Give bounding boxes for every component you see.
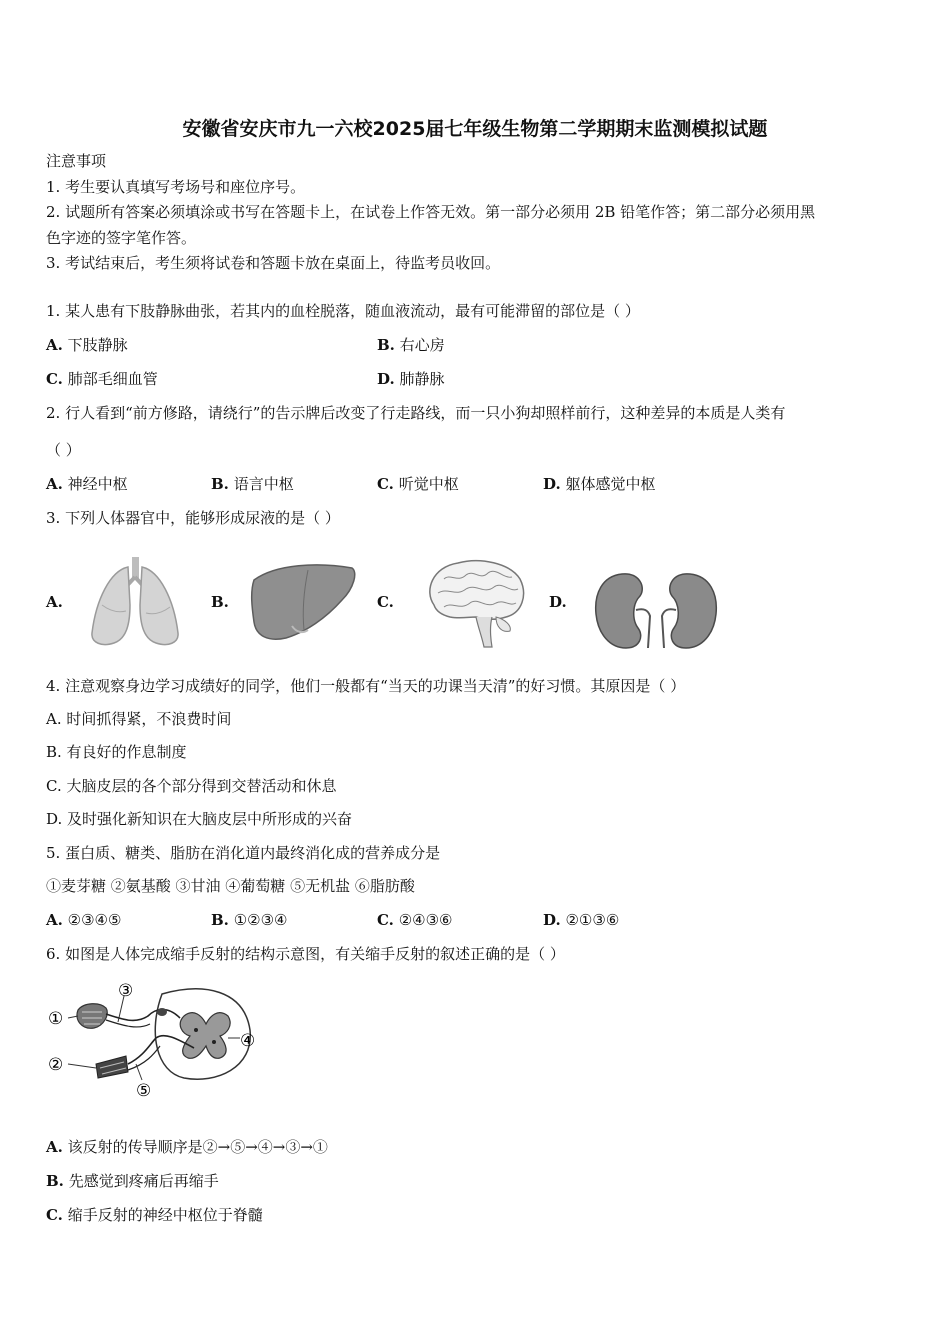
option-text: 缩手反射的神经中枢位于脊髓	[67, 1206, 263, 1224]
option-text: ②④③⑥	[398, 911, 453, 929]
lungs-image[interactable]	[88, 555, 183, 650]
q3-option-a-letter[interactable]: A.	[46, 593, 63, 611]
q4-option-b[interactable]: B. 有良好的作息制度	[46, 743, 187, 761]
notice-item: 3. 考试结束后，考生须将试卷和答题卡放在桌面上，待监考员收回。	[46, 254, 501, 272]
q3-option-d-letter[interactable]: D.	[549, 593, 567, 611]
option-letter: C.	[46, 370, 63, 388]
notice-item: 色字迹的签字笔作答。	[46, 229, 197, 247]
brain-image[interactable]	[420, 555, 530, 650]
notice-heading: 注意事项	[46, 152, 107, 170]
option-text: ②③④⑤	[67, 911, 122, 929]
question-2-stem: 2. 行人看到“前方修路，请绕行”的告示牌后改变了行走路线，而一只小狗却照样前行，这种差异的本质是人类有	[46, 404, 786, 422]
option-letter: A.	[46, 911, 63, 929]
option-letter: D.	[543, 911, 561, 929]
q4-option-d[interactable]: D. 及时强化新知识在大脑皮层中所形成的兴奋	[46, 810, 353, 828]
option-letter: B.	[46, 1172, 64, 1190]
option-letter: C.	[46, 1206, 63, 1224]
q1-option-d[interactable]	[377, 369, 445, 389]
notice-item: 2. 试题所有答案必须填涂或书写在答题卡上，在试卷上作答无效。第一部分必须用 2B 铅笔作答；第二部分必须用黑	[46, 203, 816, 221]
q1-option-b[interactable]	[377, 335, 445, 355]
option-letter: C.	[377, 911, 394, 929]
diagram-label-2: ②	[48, 1055, 64, 1075]
option-text: 听觉中枢	[398, 475, 459, 493]
q6-option-b[interactable]	[46, 1171, 219, 1191]
q4-option-c[interactable]: C. 大脑皮层的各个部分得到交替活动和休息	[46, 777, 337, 795]
kidneys-image[interactable]	[592, 570, 722, 652]
diagram-label-1: ①	[48, 1009, 64, 1029]
q4-option-a[interactable]: A. 时间抓得紧，不浪费时间	[46, 710, 232, 728]
question-4-stem: 4. 注意观察身边学习成绩好的同学，他们一般都有“当天的功课当天清”的好习惯。其原因是（ ）	[46, 677, 686, 695]
afferent-nerve-line	[106, 1010, 180, 1021]
option-letter: B.	[377, 336, 395, 354]
q2-option-c[interactable]	[377, 474, 459, 494]
option-text: 先感觉到疼痛后再缩手	[68, 1172, 219, 1190]
option-text: 肺部毛细血管	[67, 370, 158, 388]
option-text: 语言中枢	[233, 475, 294, 493]
question-1-stem: 1. 某人患有下肢静脉曲张，若其内的血栓脱落，随血液流动，最有可能滞留的部位是（ ）	[46, 302, 640, 320]
option-text: ①②③④	[233, 911, 288, 929]
q5-option-a[interactable]	[46, 910, 121, 930]
option-text: 该反射的传导顺序是②→⑤→④→③→①	[67, 1138, 328, 1156]
receptor-shape	[77, 1004, 107, 1029]
q5-option-c[interactable]	[377, 910, 452, 930]
q3-option-c-letter[interactable]: C.	[377, 593, 394, 611]
option-text: 下肢静脉	[67, 336, 128, 354]
option-letter: A.	[46, 336, 63, 354]
diagram-label-4: ④	[240, 1031, 256, 1051]
option-letter: A.	[46, 1138, 63, 1156]
question-3-stem: 3. 下列人体器官中，能够形成尿液的是（ ）	[46, 509, 340, 527]
liver-image[interactable]	[246, 560, 361, 645]
q1-option-a[interactable]	[46, 335, 128, 355]
notice-item: 1. 考生要认真填写考场号和座位序号。	[46, 178, 306, 196]
option-text: 肺静脉	[399, 370, 445, 388]
q5-option-b[interactable]	[211, 910, 287, 930]
q3-option-b-letter[interactable]: B.	[211, 593, 229, 611]
q2-option-a[interactable]	[46, 474, 128, 494]
q2-option-b[interactable]	[211, 474, 294, 494]
question-6-stem: 6. 如图是人体完成缩手反射的结构示意图，有关缩手反射的叙述正确的是（ ）	[46, 945, 565, 963]
question-2-stem-cont: （ ）	[46, 441, 81, 459]
option-text: 右心房	[399, 336, 445, 354]
effector-shape	[96, 1056, 128, 1078]
option-letter: C.	[377, 475, 394, 493]
option-letter: D.	[377, 370, 395, 388]
option-letter: A.	[46, 475, 63, 493]
question-5-stem: 5. 蛋白质、糖类、脂肪在消化道内最终消化成的营养成分是	[46, 844, 441, 862]
q5-option-d[interactable]	[543, 910, 619, 930]
option-text: ②①③⑥	[565, 911, 620, 929]
ganglion-shape	[157, 1008, 167, 1016]
diagram-label-3: ③	[118, 981, 134, 1001]
q6-option-c[interactable]	[46, 1205, 263, 1225]
reflex-arc-diagram	[44, 972, 264, 1102]
q2-option-d[interactable]	[543, 474, 656, 494]
option-letter: D.	[543, 475, 561, 493]
page-title: 安徽省安庆市九一六校2025届七年级生物第二学期期末监测模拟试题	[182, 118, 768, 140]
option-letter: B.	[211, 911, 229, 929]
option-letter: B.	[211, 475, 229, 493]
q6-option-a[interactable]	[46, 1137, 328, 1157]
option-text: 躯体感觉中枢	[565, 475, 656, 493]
q1-option-c[interactable]	[46, 369, 158, 389]
gray-matter-shape	[180, 1013, 230, 1059]
q5-items: ①麦芽糖 ②氨基酸 ③甘油 ④葡萄糖 ⑤无机盐 ⑥脂肪酸	[46, 877, 415, 895]
diagram-label-5: ⑤	[136, 1081, 152, 1101]
option-text: 神经中枢	[67, 475, 128, 493]
